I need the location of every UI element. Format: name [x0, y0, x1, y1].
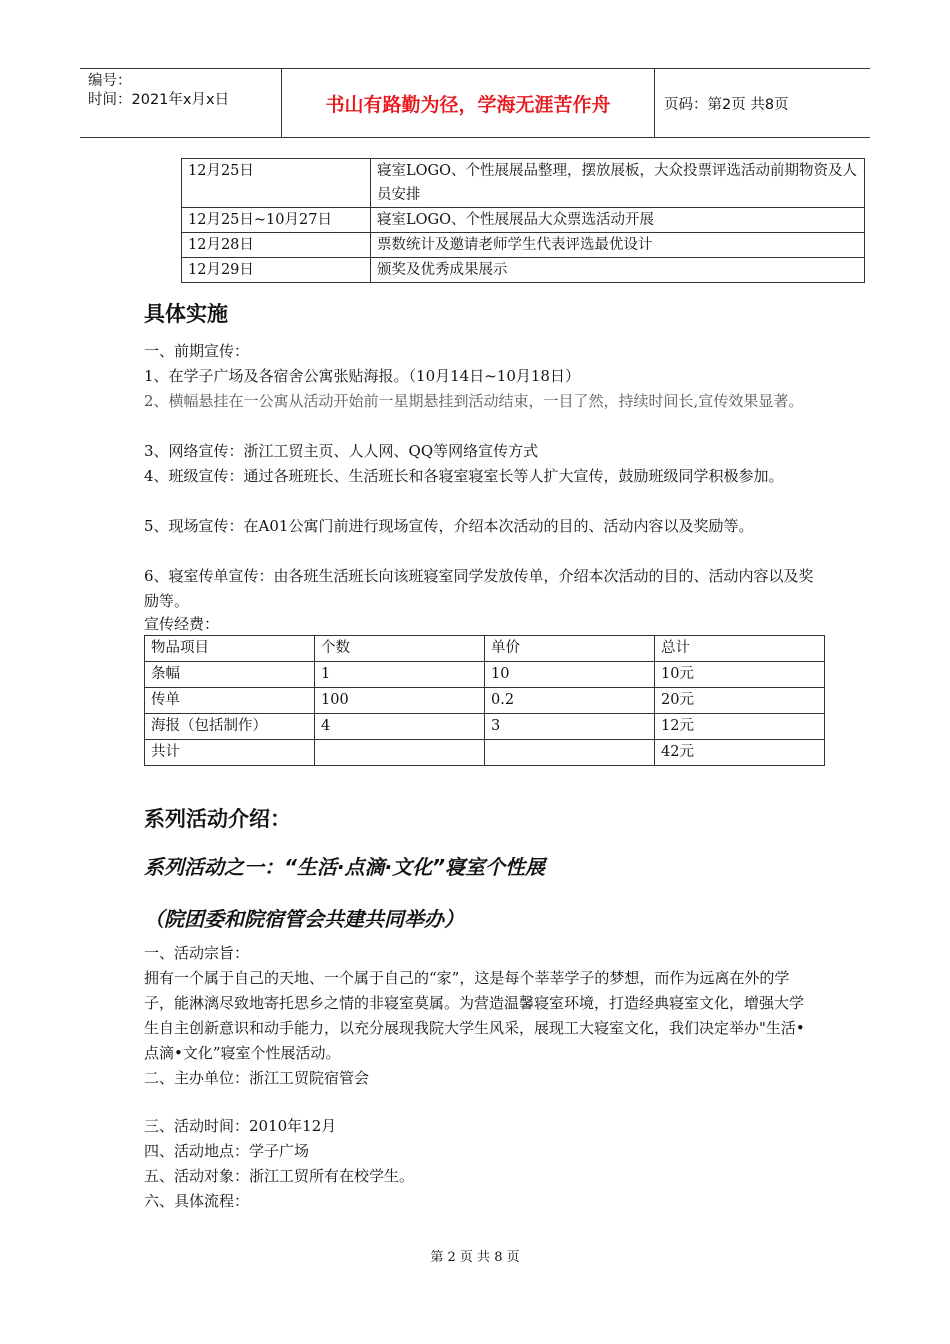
paragraph-item-3: 3、网络宣传：浙江工贸主页、人人网、QQ等网络宣传方式	[144, 442, 539, 460]
paragraph-item-6: 6、寝室传单宣传：由各班生活班长向该班寝室同学发放传单，介绍本次活动的目的、活动内容以及奖励等。	[144, 567, 814, 610]
table-row	[182, 208, 865, 233]
cell	[315, 740, 485, 766]
paragraph-item-4: 4、班级宣传：通过各班班长、生活班长和各寝室寝室长等人扩大宣传，鼓励班级同学积极参加。	[144, 467, 784, 485]
table-row	[182, 159, 865, 208]
table-row	[145, 714, 825, 740]
header-motto: 书山有路勤为径，学海无涯苦作舟	[282, 69, 655, 137]
doc-date: 时间：2021年x月x日	[88, 92, 230, 108]
doc-number: 编号：	[88, 73, 132, 89]
header-meta	[80, 69, 282, 137]
cell: 1	[315, 662, 485, 688]
page-header	[80, 68, 870, 138]
cell: 10元	[655, 662, 825, 688]
process-line: 六、具体流程：	[144, 1192, 250, 1210]
table-row	[145, 740, 825, 766]
page-footer: 第 2 页 共 8 页	[430, 1250, 520, 1265]
series-organizers: （院团委和院宿管会共建共同举办）	[144, 907, 464, 931]
cell	[485, 740, 655, 766]
table-row	[182, 258, 865, 283]
schedule-date: 12月25日	[182, 159, 371, 208]
table-row	[145, 662, 825, 688]
cell: 12元	[655, 714, 825, 740]
column-header: 个数	[315, 636, 485, 662]
section-title-implementation: 具体实施	[144, 302, 228, 326]
cell: 4	[315, 714, 485, 740]
paragraph-item-1: 1、在学子广场及各宿舍公寓张贴海报。（10月14日~10月18日）	[144, 367, 580, 385]
schedule-task: 寝室LOGO、个性展展品大众票选活动开展	[371, 208, 865, 233]
target-line: 五、活动对象：浙江工贸所有在校学生。	[144, 1167, 415, 1185]
cell: 10	[485, 662, 655, 688]
column-header: 物品项目	[145, 636, 315, 662]
schedule-task: 颁奖及优秀成果展示	[371, 258, 865, 283]
schedule-table	[181, 158, 865, 283]
paragraph-item-5: 5、现场宣传：在A01公寓门前进行现场宣传，介绍本次活动的目的、活动内容以及奖励等。	[144, 517, 754, 535]
cost-table	[144, 635, 825, 766]
cell: 42元	[655, 740, 825, 766]
cell: 20元	[655, 688, 825, 714]
cell: 100	[315, 688, 485, 714]
table-header-row	[145, 636, 825, 662]
schedule-date: 12月25日~10月27日	[182, 208, 371, 233]
organizer-line: 二、主办单位：浙江工贸院宿管会	[144, 1069, 370, 1087]
cell: 3	[485, 714, 655, 740]
column-header: 总计	[655, 636, 825, 662]
schedule-task: 票数统计及邀请老师学生代表评选最优设计	[371, 233, 865, 258]
purpose-label: 一、活动宗旨：	[144, 944, 250, 962]
schedule-date: 12月29日	[182, 258, 371, 283]
paragraph-item-2: 2、横幅悬挂在一公寓从活动开始前一星期悬挂到活动结束，一目了然，持续时间长,宣传效果显著。	[144, 392, 804, 410]
column-header: 单价	[485, 636, 655, 662]
section-title-series: 系列活动介绍：	[144, 807, 291, 831]
cell: 传单	[145, 688, 315, 714]
place-line: 四、活动地点：学子广场	[144, 1142, 310, 1160]
cell: 条幅	[145, 662, 315, 688]
time-line: 三、活动时间：2010年12月	[144, 1117, 337, 1135]
cell: 0.2	[485, 688, 655, 714]
cost-label: 宣传经费：	[144, 615, 220, 633]
table-row	[145, 688, 825, 714]
paragraph-pre-promotion: 一、前期宣传：	[144, 342, 250, 360]
purpose-text: 拥有一个属于自己的天地、一个属于自己的“家”，这是每个莘莘学子的梦想，而作为远离在外的学子，能淋漓尽致地寄托思乡之情的非寝室莫属。为营造温馨寝室环境，打造经典寝室文化，增强大学生自主创新意识和动手能力，以充分展现我院大学生风采，展现工大寝室文化，我们决定举办"生活•点滴•文化”寝室个性展活动。	[144, 969, 805, 1062]
schedule-task: 寝室LOGO、个性展展品整理，摆放展板，大众投票评选活动前期物资及人员安排	[371, 159, 865, 208]
series-subtitle: 系列活动之一：“生活·点滴·文化”寝室个性展	[144, 855, 545, 879]
schedule-date: 12月28日	[182, 233, 371, 258]
header-page-number: 页码：第2页 共8页	[664, 96, 789, 113]
cell: 共计	[145, 740, 315, 766]
table-row	[182, 233, 865, 258]
cell: 海报（包括制作）	[145, 714, 315, 740]
